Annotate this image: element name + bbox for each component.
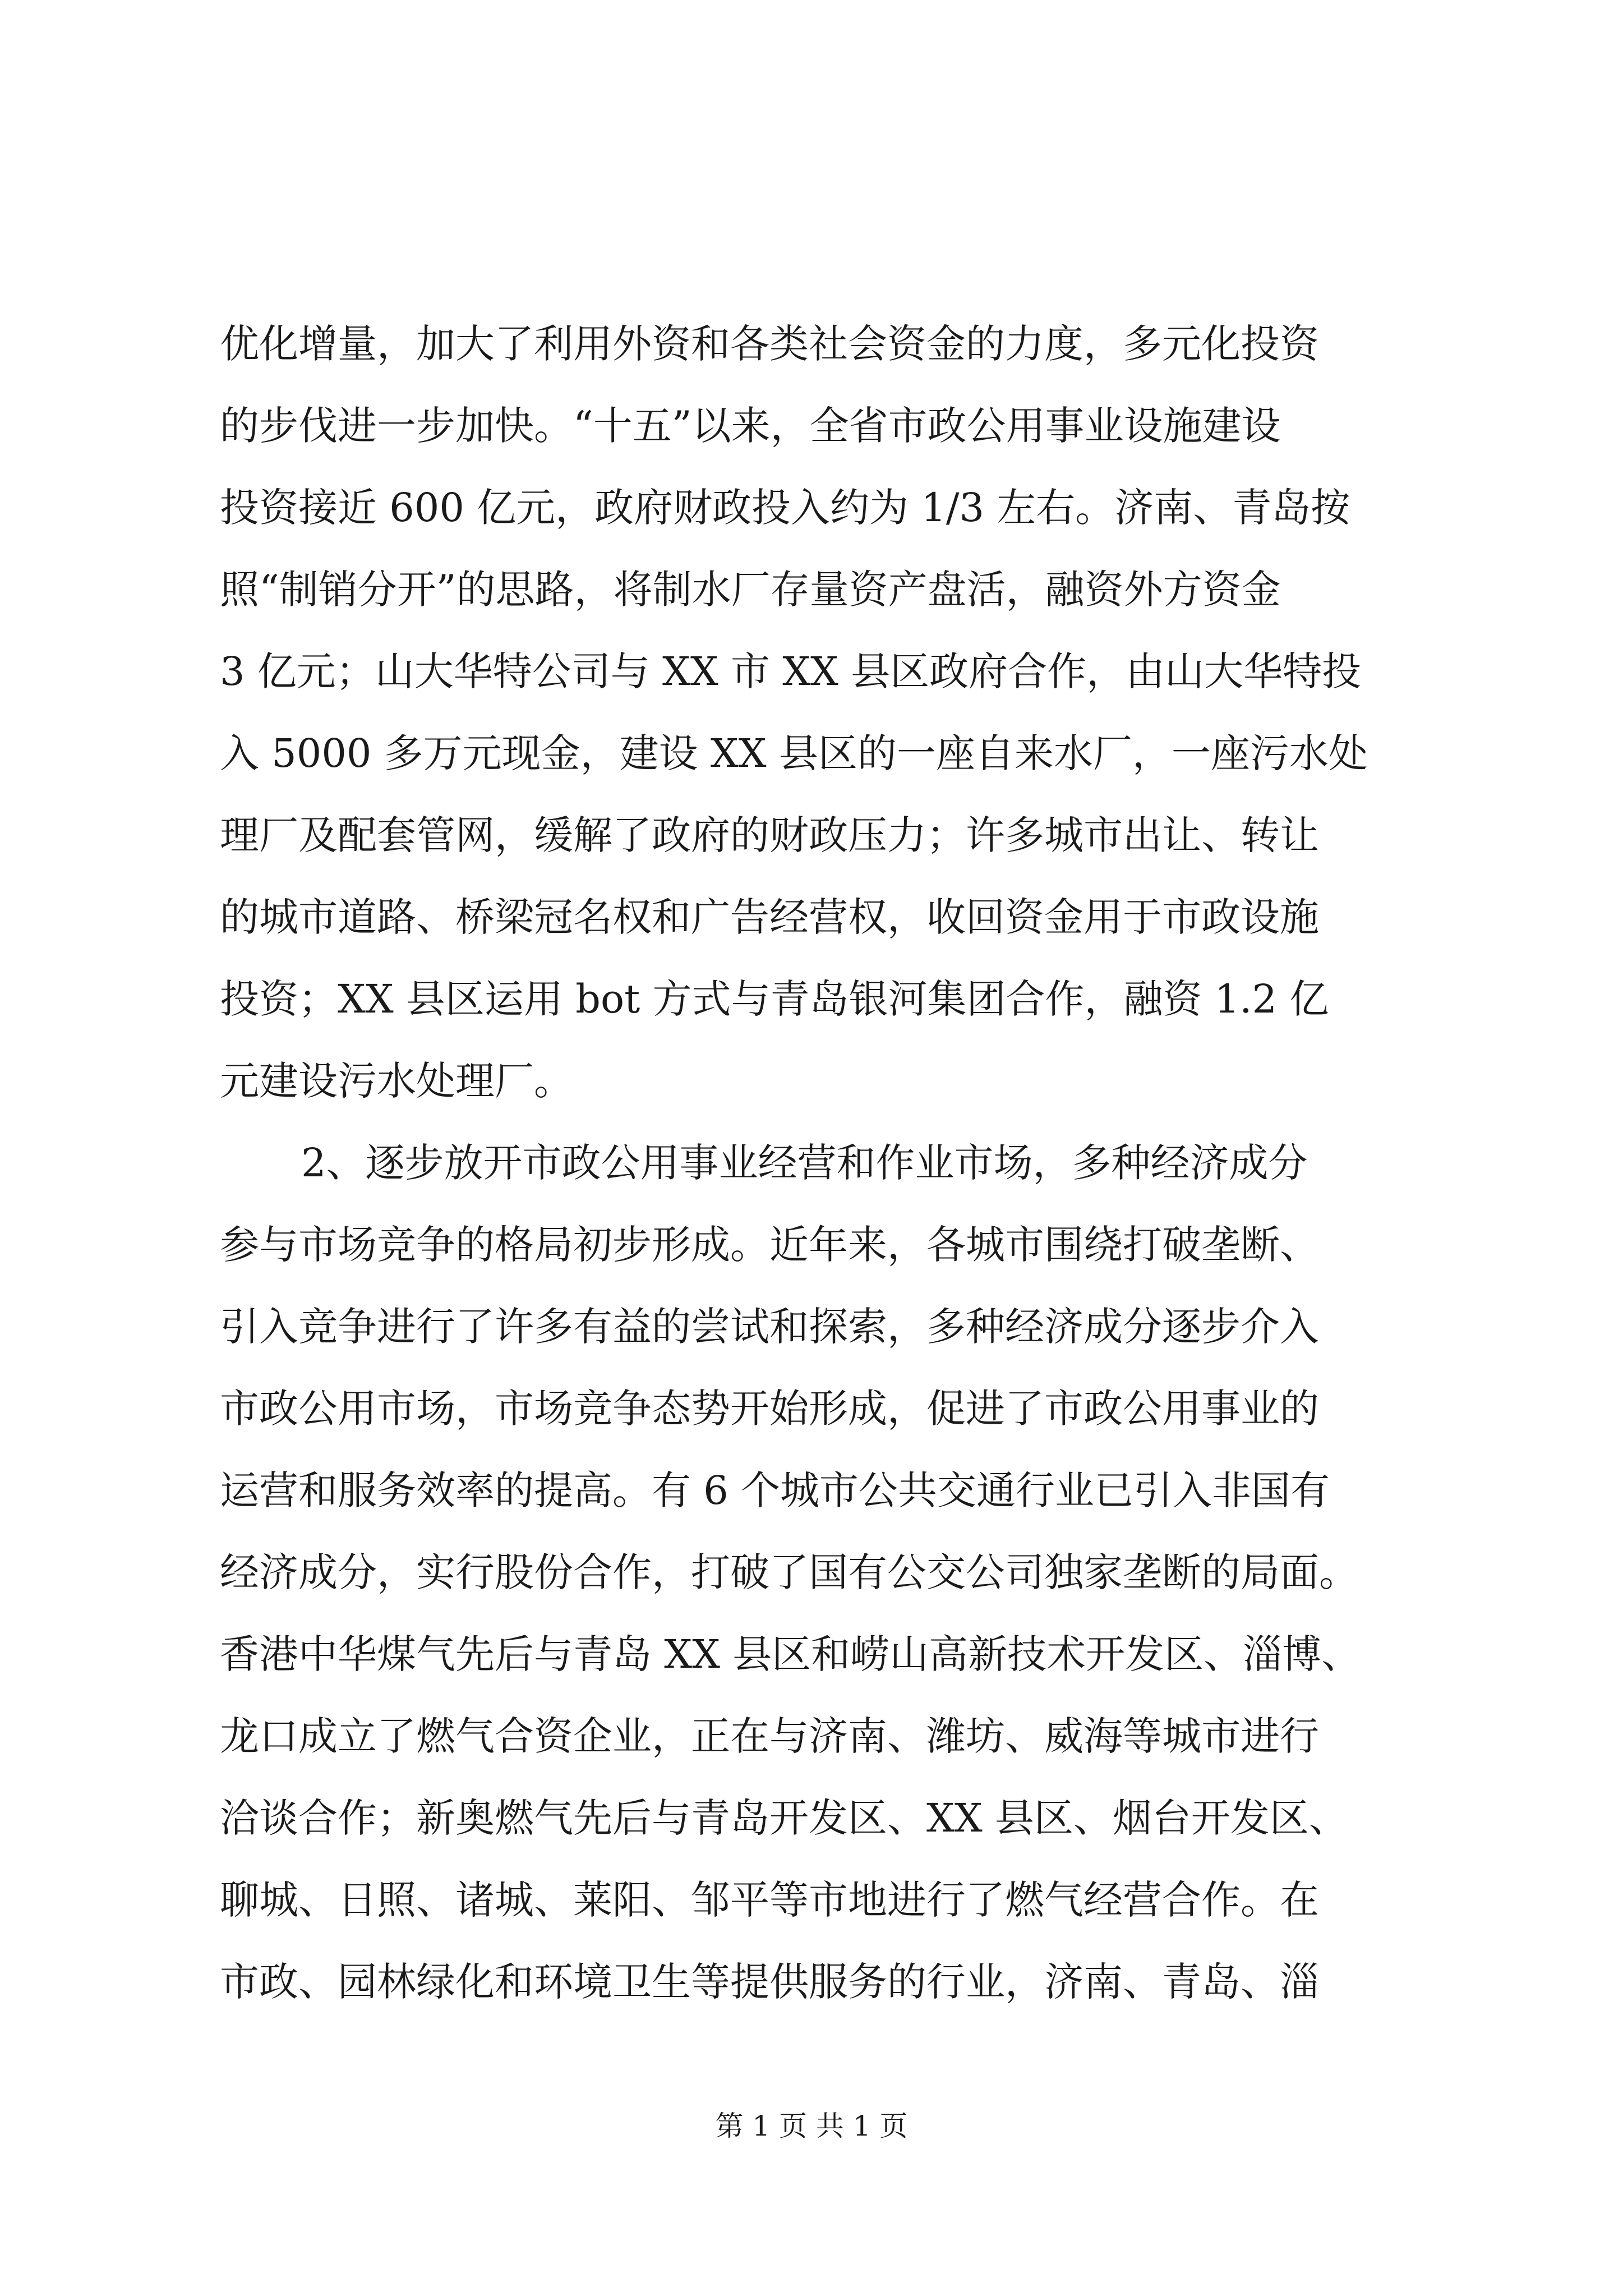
- text-line: 投资；XX 县区运用 bot 方式与青岛银河集团合作，融资 1.2 亿: [220, 976, 1329, 1022]
- text-line: 元建设污水处理厂。: [220, 1058, 573, 1104]
- text-line: 洽谈合作；新奥燃气先后与青岛开发区、XX 县区、烟台开发区、: [220, 1795, 1348, 1841]
- page-number-label: 第 1 页 共 1 页: [715, 2110, 908, 2142]
- text-line: 市政公用市场，市场竞争态势开始形成，促进了市政公用事业的: [220, 1386, 1319, 1432]
- text-line: 聊城、日照、诸城、莱阳、邹平等市地进行了燃气经营合作。在: [220, 1877, 1319, 1923]
- paragraph-start-line: 2、逐步放开市政公用事业经营和作业市场，多种经济成分: [301, 1140, 1308, 1186]
- text-line: 的城市道路、桥梁冠名权和广告经营权，收回资金用于市政设施: [220, 894, 1319, 940]
- text-line: 引入竞争进行了许多有益的尝试和探索，多种经济成分逐步介入: [220, 1304, 1319, 1350]
- text-line: 运营和服务效率的提高。有 6 个城市公共交通行业已引入非国有: [220, 1467, 1330, 1513]
- text-line: 参与市场竞争的格局初步形成。近年来，各城市围绕打破垄断、: [220, 1222, 1319, 1268]
- page-footer: [0, 2109, 1623, 2143]
- body-text: [220, 303, 1431, 2023]
- text-line: 市政、园林绿化和环境卫生等提供服务的行业，济南、青岛、淄: [220, 1959, 1319, 2005]
- text-line: 照“制销分开”的思路，将制水厂存量资产盘活，融资外方资金: [220, 567, 1281, 613]
- text-line: 3 亿元；山大华特公司与 XX 市 XX 县区政府合作，由山大华特投: [220, 648, 1362, 694]
- text-line: 理厂及配套管网，缓解了政府的财政压力；许多城市出让、转让: [220, 812, 1319, 858]
- text-line: 龙口成立了燃气合资企业，正在与济南、潍坊、威海等城市进行: [220, 1713, 1319, 1759]
- text-line: 入 5000 多万元现金，建设 XX 县区的一座自来水厂，一座污水处: [220, 730, 1368, 776]
- text-line: 香港中华煤气先后与青岛 XX 县区和崂山高新技术开发区、淄博、: [220, 1631, 1361, 1677]
- text-line: 经济成分，实行股份合作，打破了国有公交公司独家垄断的局面。: [220, 1549, 1358, 1595]
- text-line: 投资接近 600 亿元，政府财政投入约为 1/3 左右。济南、青岛按: [220, 485, 1350, 531]
- text-line: 优化增量，加大了利用外资和各类社会资金的力度，多元化投资: [220, 321, 1319, 367]
- text-line: 的步伐进一步加快。“十五”以来，全省市政公用事业设施建设: [220, 403, 1281, 449]
